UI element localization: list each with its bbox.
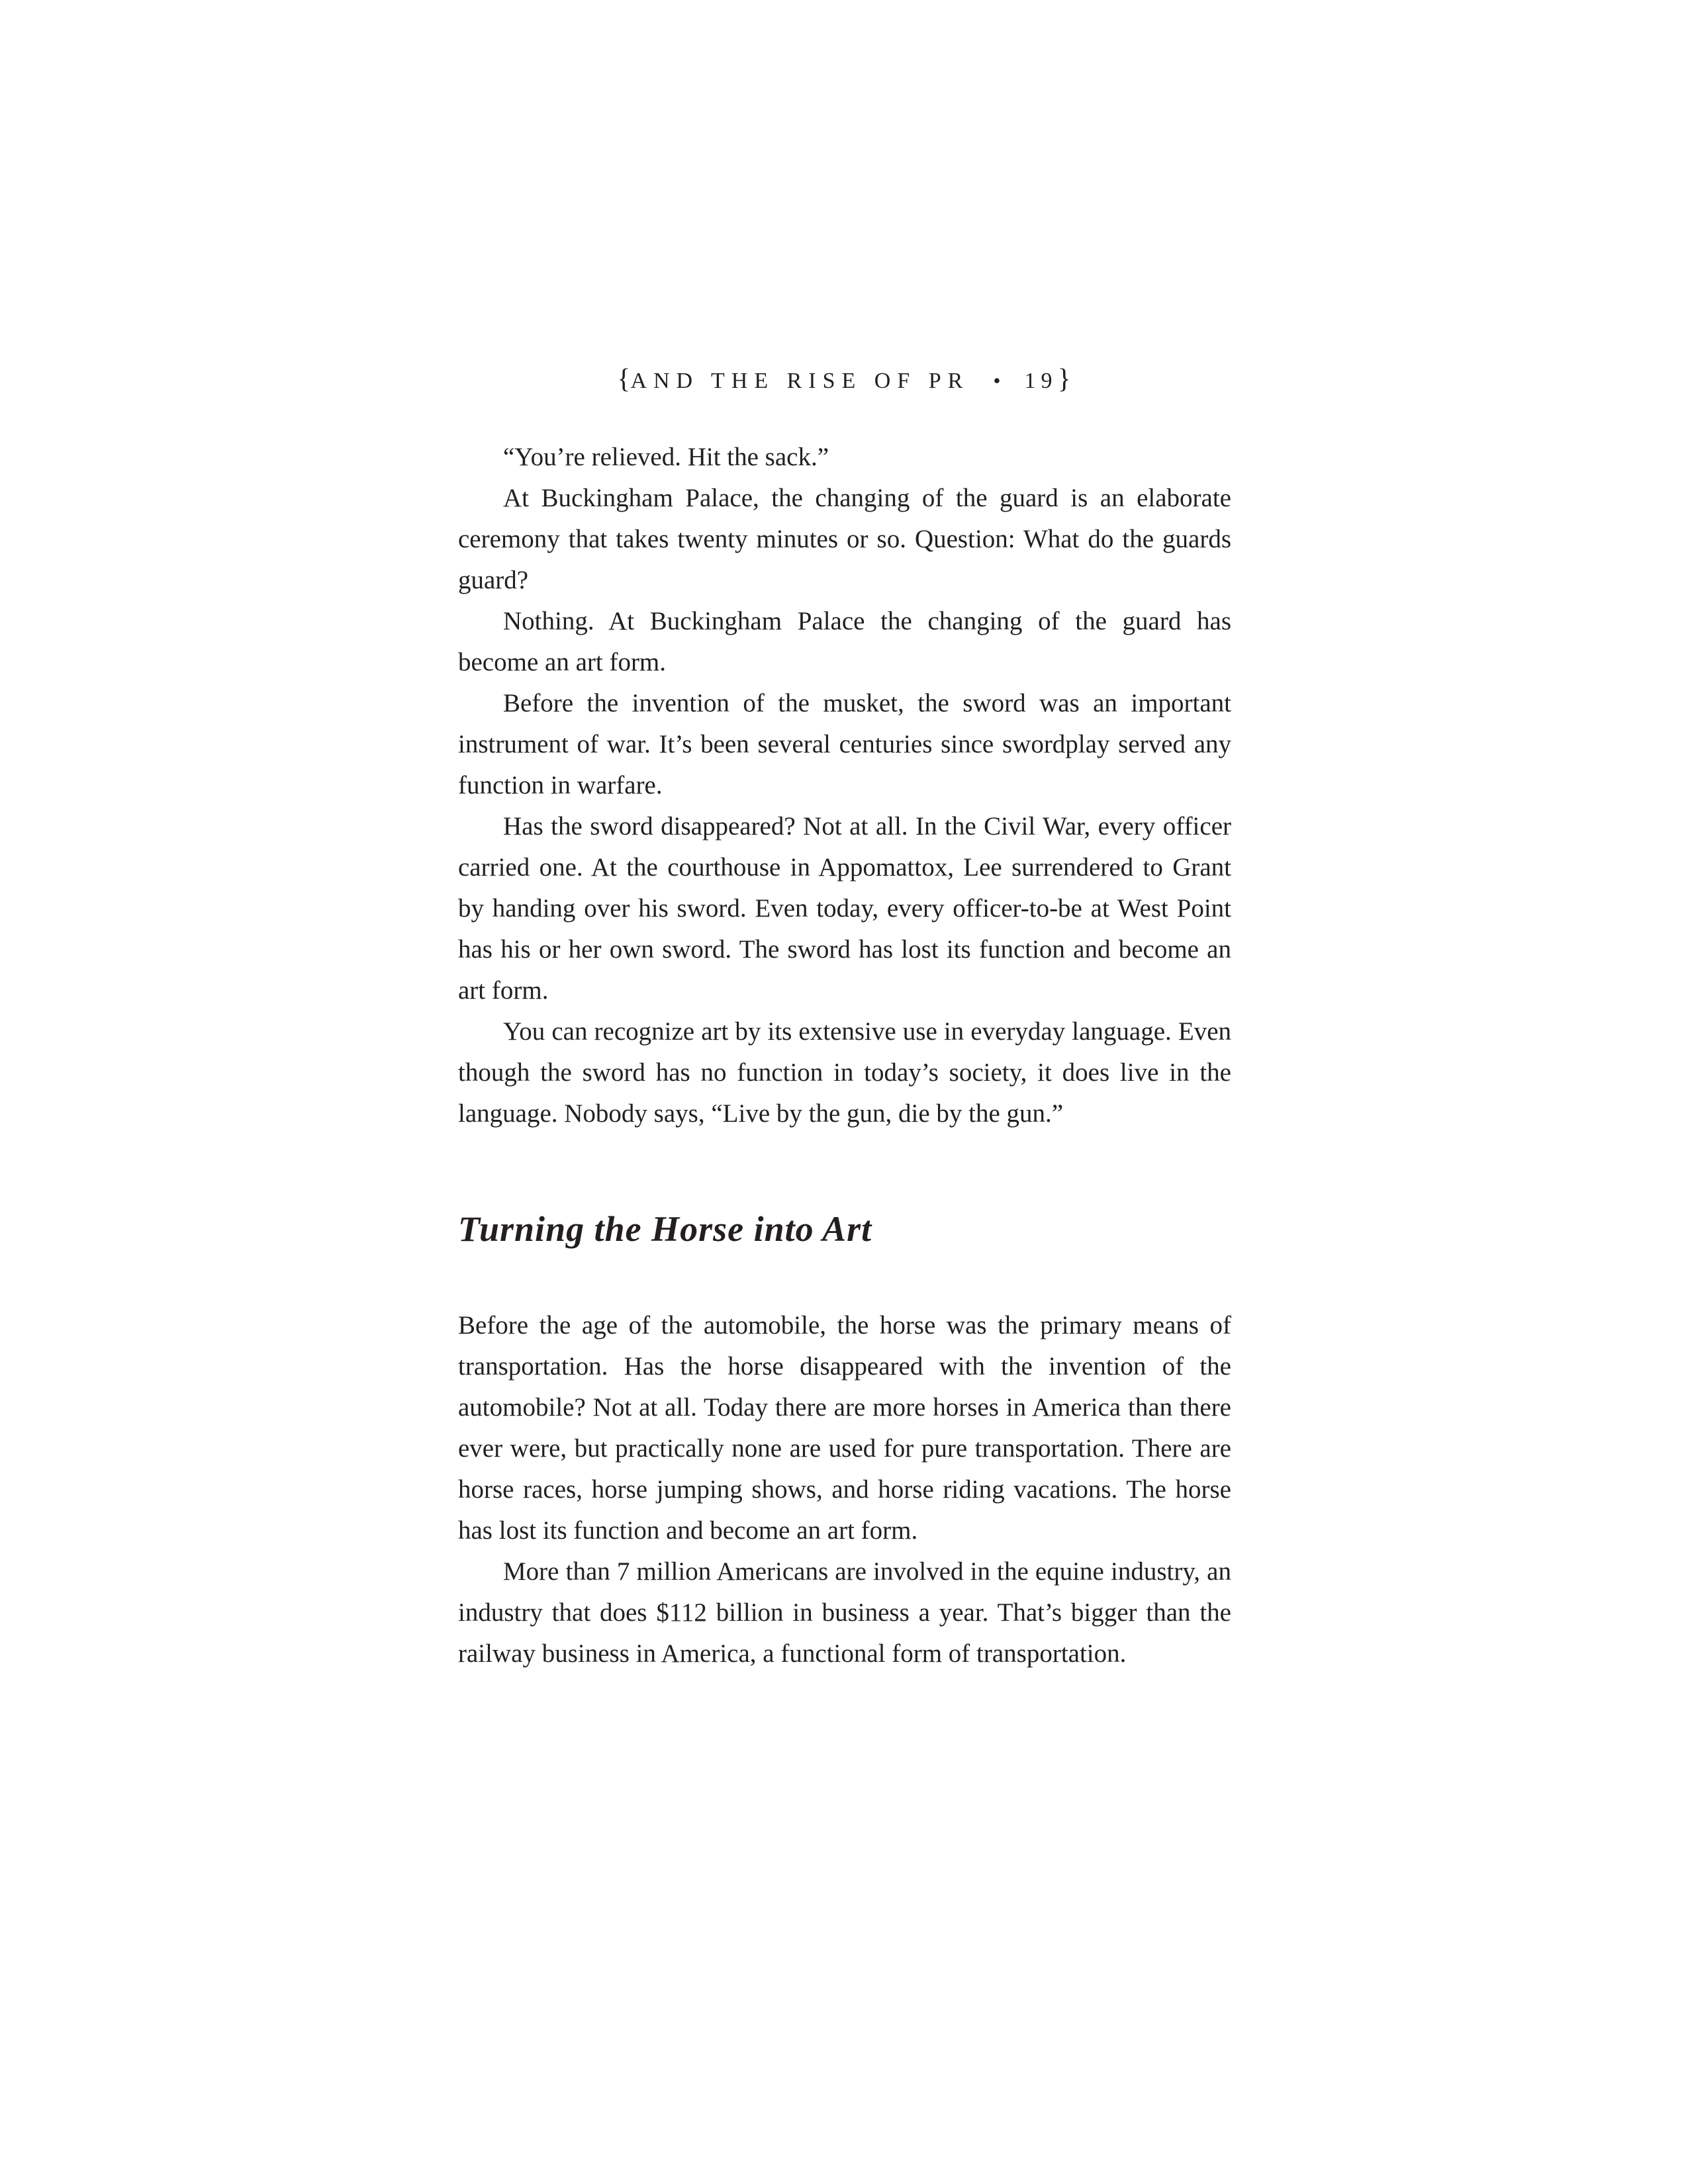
running-head-brace-close: }: [1057, 364, 1071, 394]
paragraph: At Buckingham Palace, the changing of the guard is an elaborate ceremony that takes twenty minutes or so. Question: What do the guards guard?: [458, 484, 1231, 594]
paragraph: “You’re relieved. Hit the sack.”: [503, 443, 829, 471]
running-head-title: AND THE RISE OF PR: [630, 369, 970, 393]
paragraph: More than 7 million Americans are involved in the equine industry, an industry that does $112 billion in business a year. That’s bigger than the railway business in America, a functional form of transportation.: [458, 1557, 1231, 1668]
paragraph: Nothing. At Buckingham Palace the changing of the guard has become an art form.: [458, 607, 1231, 676]
section-heading: Turning the Horse into Art: [458, 1209, 872, 1249]
body-text: [458, 437, 1231, 1674]
paragraph: Before the age of the automobile, the horse was the primary means of transportation. Has the horse disappeared with the invention of the automobile? Not at all. Today there are more horses in America than there ever were, but practically none are used for pure transportation. There are horse races, horse jumping shows, and horse riding vacations. The horse has lost its function and become an art form.: [458, 1311, 1231, 1545]
page-number: 19: [1024, 369, 1058, 393]
paragraph: Before the invention of the musket, the sword was an important instrument of war. It’s been several centuries since swordplay served any function in warfare.: [458, 689, 1231, 799]
running-head: [0, 363, 1688, 398]
paragraph: Has the sword disappeared? Not at all. In the Civil War, every officer carried one. At the courthouse in Appomattox, Lee surrendered to Grant by handing over his sword. Even today, every officer-to-be at West Point has his or her own sword. The sword has lost its function and become an art form.: [458, 812, 1231, 1005]
paragraph: You can recognize art by its extensive use in everyday language. Even though the sword has no function in today’s society, it does live in the language. Nobody says, “Live by the gun, die by the gun.”: [458, 1017, 1231, 1128]
running-head-brace-open: {: [617, 364, 631, 394]
running-head-bullet: •: [993, 369, 1001, 392]
